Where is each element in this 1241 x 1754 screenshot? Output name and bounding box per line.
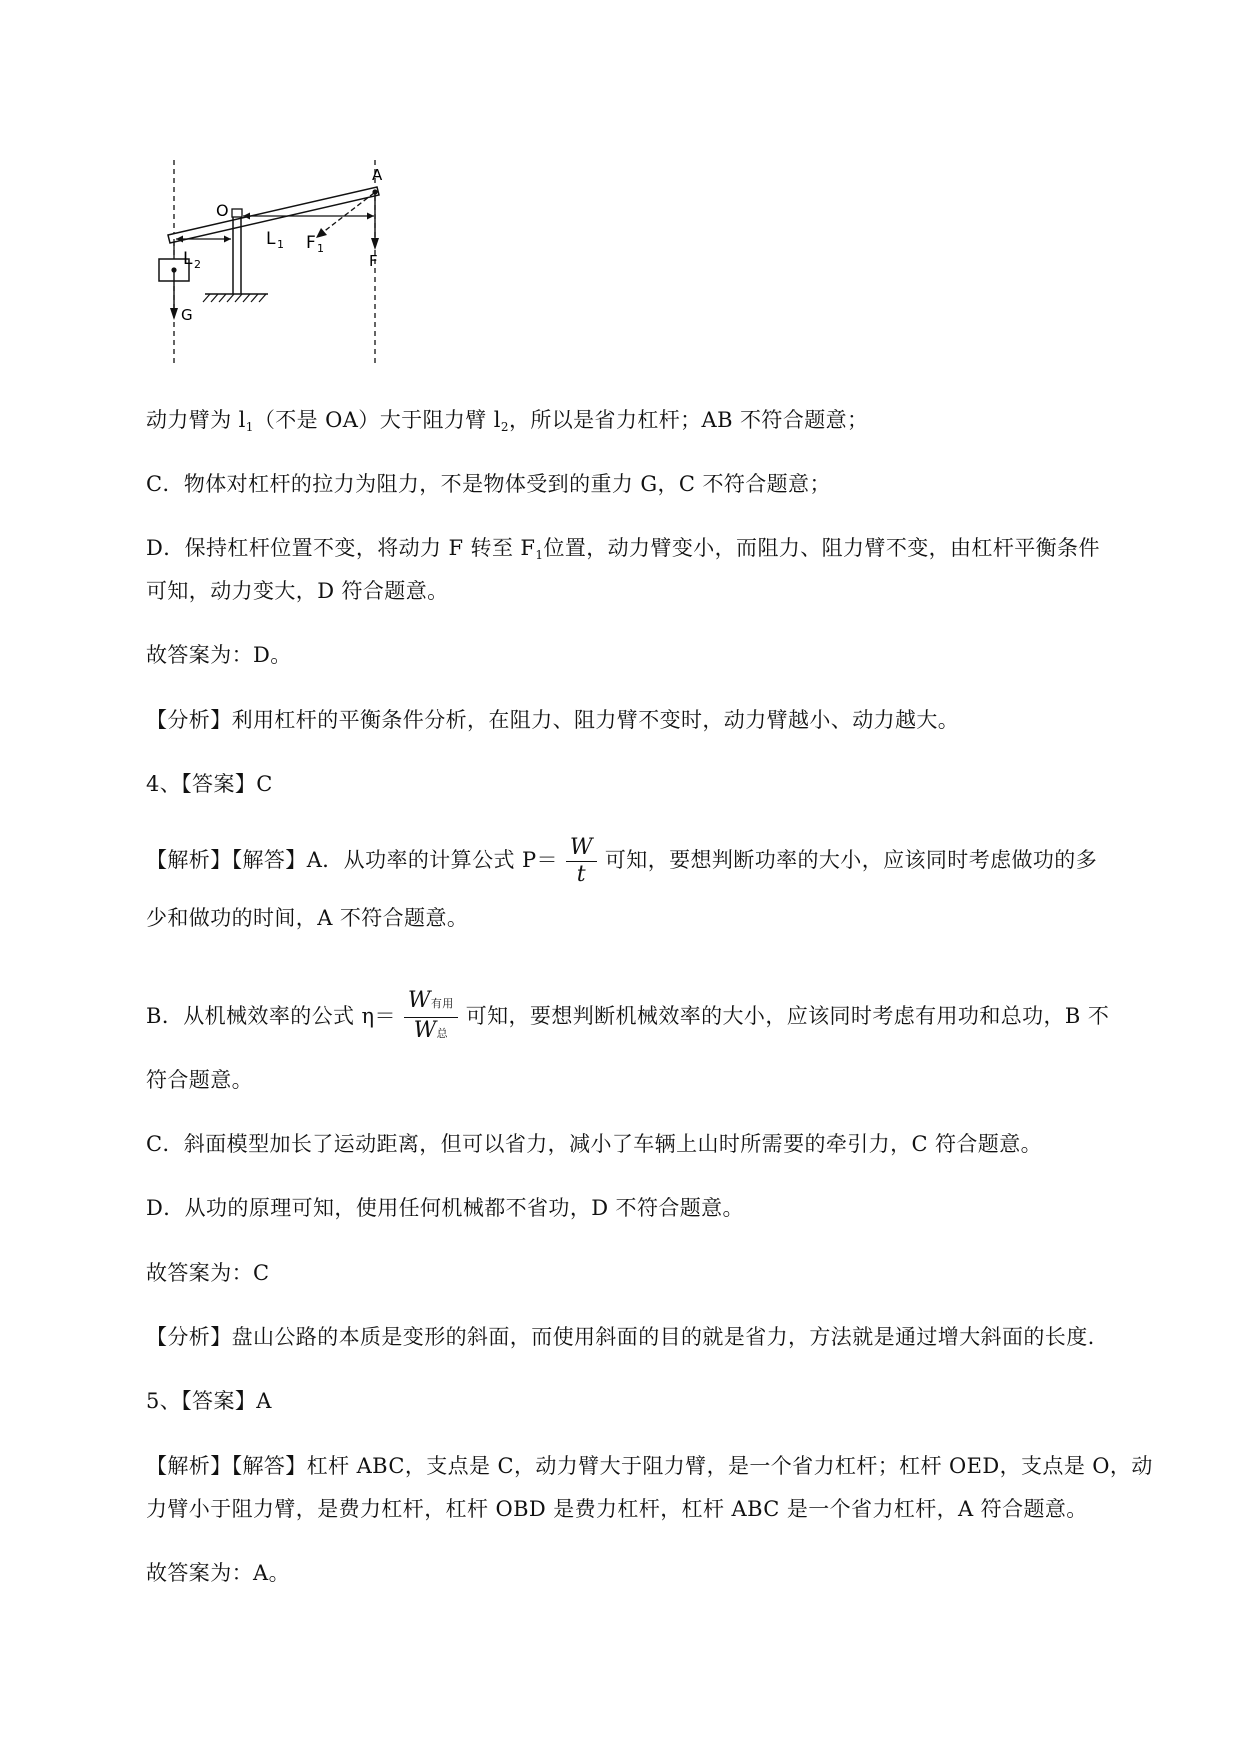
paragraph-lever-arm: 动力臂为 $l_1$（不是 OA）大于阻力臂 $l_2$，所以是省力杠杆；AB 不符合题意； — [146, 408, 869, 434]
f1-arrow — [316, 228, 327, 238]
paragraph-option-c: C．物体对杠杆的拉力为阻力，不是物体受到的重力 G，C 不符合题意； — [146, 472, 831, 496]
paragraph-option-d: D．保持杠杆位置不变，将动力 F 转至 $F_1$位置，动力臂变小，而阻力、阻力臂不变，由杠杆平衡条件 — [146, 536, 1100, 562]
answer-line-4: 故答案为：C — [146, 1261, 270, 1285]
paragraph-option-d-cont: 可知，动力变大，D 符合题意。 — [146, 579, 449, 603]
solution-4-d: D．从功的原理可知，使用任何机械都不省功，D 不符合题意。 — [146, 1196, 744, 1220]
analysis-4: 【分析】盘山公路的本质是变形的斜面，而使用斜面的目的就是省力，方法就是通过增大斜面的长度. — [146, 1325, 1095, 1349]
label-a: A — [372, 166, 383, 184]
solution-4-a-cont: 少和做功的时间，A 不符合题意。 — [146, 906, 469, 930]
solution-4-c: C．斜面模型加长了运动距离，但可以省力，减小了车辆上山时所需要的牵引力，C 符合题意。 — [146, 1132, 1043, 1156]
label-l1-sub: 1 — [277, 238, 284, 251]
label-f1: F — [306, 233, 316, 253]
solution-5-cont: 力臂小于阻力臂，是费力杠杆，杠杆 OBD 是费力杠杆，杠杆 ABC 是一个省力杠杆，A 符合题意。 — [146, 1497, 1088, 1521]
solution-5: 【解析】【解答】杠杆 ABC，支点是 C，动力臂大于阻力臂，是一个省力杠杆；杠杆 OED，支点是 O，动 — [146, 1454, 1153, 1478]
question-4-answer: 4、【答案】C — [146, 772, 273, 796]
power-formula: $\frac{W}{t}$ — [566, 835, 597, 888]
label-g: G — [181, 306, 193, 324]
answer-line-5: 故答案为：A。 — [146, 1561, 290, 1585]
solution-4-a: 【解析】【解答】A．从功率的计算公式 P＝ $\frac{W}{t}$ 可知，要想判断功率的大小，应该同时考虑做功的多 — [146, 835, 1098, 887]
label-f1-sub: 1 — [317, 242, 324, 255]
answer-line-3: 故答案为：D。 — [146, 643, 292, 667]
f-arrow — [371, 238, 379, 250]
pivot-o — [232, 209, 242, 217]
label-o: O — [216, 201, 229, 220]
solution-4-b-cont: 符合题意。 — [146, 1068, 253, 1092]
lever-diagram — [150, 160, 410, 375]
label-l2: L — [183, 249, 193, 269]
label-l2-sub: 2 — [194, 258, 201, 271]
analysis-3: 【分析】利用杠杆的平衡条件分析，在阻力、阻力臂不变时，动力臂越小、动力越大。 — [146, 708, 960, 732]
label-l1: L — [266, 229, 276, 249]
efficiency-formula: $\frac{\text{W有用}}{\text{W总}}$ — [404, 988, 458, 1047]
label-f: F — [369, 252, 378, 270]
question-5-answer: 5、【答案】A — [146, 1389, 272, 1413]
gravity-arrow — [170, 308, 178, 320]
solution-4-b: B．从机械效率的公式 η＝ $\frac{\text{W有用}}{\text{W总}}$ 可知，要想判断机械效率的大小，应该同时考虑有用功和总功，B 不 — [146, 988, 1146, 1047]
